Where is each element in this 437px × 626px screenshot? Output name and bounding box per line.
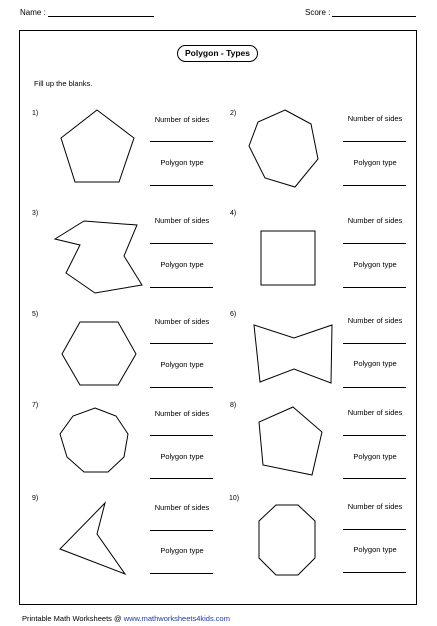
- sides-label: Number of sides: [154, 503, 210, 512]
- type-answer-blank[interactable]: [343, 387, 406, 388]
- problem-number: 2): [230, 110, 237, 117]
- problem-number: 4): [230, 210, 237, 217]
- type-answer-blank[interactable]: [150, 287, 213, 288]
- type-label: Polygon type: [353, 260, 397, 269]
- problem-number: 6): [230, 311, 237, 318]
- sides-answer-blank[interactable]: [343, 141, 406, 142]
- score-label: Score :: [305, 8, 331, 17]
- type-label: Polygon type: [160, 360, 204, 369]
- type-label: Polygon type: [353, 158, 397, 167]
- problem-number: 10): [229, 495, 240, 502]
- sides-answer-blank[interactable]: [343, 529, 406, 530]
- type-label: Polygon type: [353, 452, 397, 461]
- type-label: Polygon type: [353, 359, 397, 368]
- type-answer-blank[interactable]: [343, 478, 406, 479]
- name-blank[interactable]: [48, 16, 154, 17]
- sides-label: Number of sides: [154, 409, 210, 418]
- sides-label: Number of sides: [347, 216, 403, 225]
- type-answer-blank[interactable]: [150, 185, 213, 186]
- type-label: Polygon type: [160, 158, 204, 167]
- problem-number: 3): [32, 210, 39, 217]
- sides-answer-blank[interactable]: [343, 435, 406, 436]
- type-answer-blank[interactable]: [343, 185, 406, 186]
- footer-site-link[interactable]: www.mathworksheets4kids.com: [123, 614, 230, 623]
- problem-number: 1): [32, 110, 39, 117]
- type-label: Polygon type: [160, 546, 204, 555]
- sides-answer-blank[interactable]: [150, 141, 213, 142]
- name-field[interactable]: [20, 8, 154, 17]
- type-answer-blank[interactable]: [150, 478, 213, 479]
- sides-answer-blank[interactable]: [150, 530, 213, 531]
- problem-number: 8): [230, 402, 237, 409]
- sides-label: Number of sides: [154, 216, 210, 225]
- problem-number: 7): [32, 402, 39, 409]
- footer: [22, 614, 230, 623]
- type-label: Polygon type: [160, 260, 204, 269]
- worksheet-title: Polygon - Types: [177, 45, 258, 62]
- type-answer-blank[interactable]: [343, 572, 406, 573]
- sides-label: Number of sides: [347, 114, 403, 123]
- type-answer-blank[interactable]: [343, 287, 406, 288]
- type-label: Polygon type: [353, 545, 397, 554]
- sides-answer-blank[interactable]: [150, 343, 213, 344]
- sides-label: Number of sides: [347, 408, 403, 417]
- problem-number: 5): [32, 311, 39, 318]
- sides-answer-blank[interactable]: [150, 243, 213, 244]
- footer-prefix: Printable Math Worksheets @: [22, 614, 124, 623]
- octagon-icon: [0, 0, 1, 1]
- problem-number: 9): [32, 495, 39, 502]
- sides-label: Number of sides: [347, 316, 403, 325]
- sides-label: Number of sides: [154, 317, 210, 326]
- sides-answer-blank[interactable]: [150, 435, 213, 436]
- name-label: Name :: [20, 8, 46, 17]
- type-answer-blank[interactable]: [150, 573, 213, 574]
- sides-label: Number of sides: [154, 115, 210, 124]
- sides-answer-blank[interactable]: [343, 243, 406, 244]
- score-blank[interactable]: [332, 16, 416, 17]
- type-label: Polygon type: [160, 452, 204, 461]
- score-field[interactable]: [305, 8, 416, 17]
- type-answer-blank[interactable]: [150, 387, 213, 388]
- instruction-text: Fill up the blanks.: [34, 79, 93, 88]
- sides-answer-blank[interactable]: [343, 343, 406, 344]
- sides-label: Number of sides: [347, 502, 403, 511]
